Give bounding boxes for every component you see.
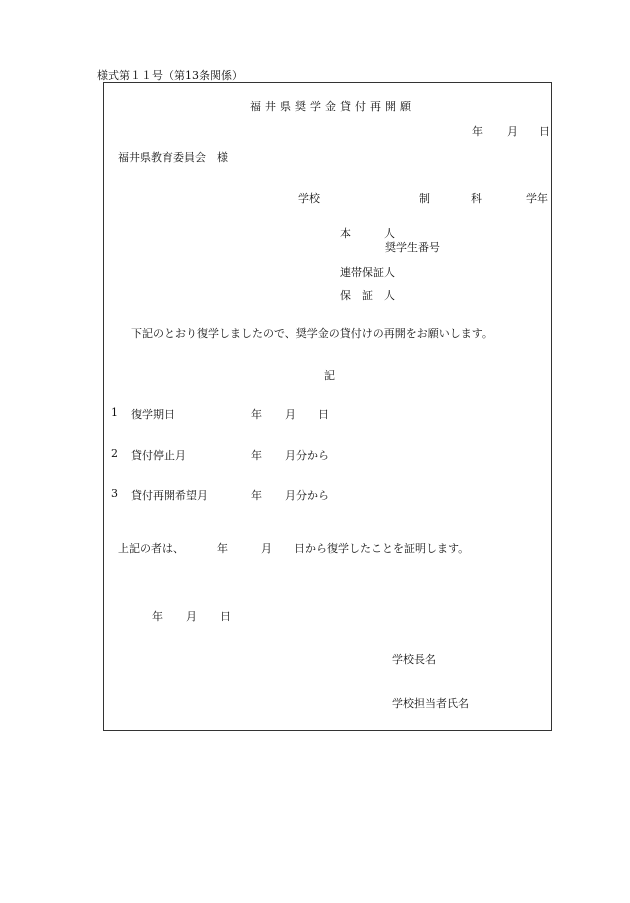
item-1-label: 復学期日 <box>131 408 175 421</box>
certification-month: 月 <box>261 542 272 555</box>
application-date-day: 日 <box>539 125 550 138</box>
application-date-month: 月 <box>507 125 518 138</box>
item-2-year: 年 <box>251 449 262 462</box>
guarantor-label: 保 証 人 <box>340 289 395 302</box>
system-label: 制 <box>419 192 430 205</box>
item-1-number: 1 <box>111 406 118 419</box>
joint-guarantor-label: 連帯保証人 <box>340 266 395 279</box>
grade-label: 学年 <box>526 192 548 205</box>
item-3-label: 貸付再開希望月 <box>131 489 208 502</box>
item-1-day: 日 <box>318 408 329 421</box>
cert-date-month: 月 <box>186 610 197 623</box>
cert-date-day: 日 <box>220 610 231 623</box>
item-3-number: 3 <box>111 487 118 500</box>
item-2-number: 2 <box>111 447 118 460</box>
request-text: 下記のとおり復学しましたので、奨学金の貸付けの再開をお願いします。 <box>131 327 493 340</box>
school-label: 学校 <box>298 192 320 205</box>
cert-date-year: 年 <box>152 610 163 623</box>
ki-heading: 記 <box>324 369 335 382</box>
item-3-year: 年 <box>251 489 262 502</box>
form-title: 福井県奨学金貸付再開願 <box>250 100 415 113</box>
application-date-year: 年 <box>472 125 483 138</box>
certification-suffix: 日から復学したことを証明します。 <box>294 542 470 555</box>
item-3-month: 月分から <box>285 489 329 502</box>
student-number-label: 奨学生番号 <box>385 241 440 254</box>
course-label: 科 <box>471 192 482 205</box>
certification-prefix: 上記の者は、 <box>118 542 184 555</box>
applicant-label: 本 人 <box>340 227 395 240</box>
certification-year: 年 <box>217 542 228 555</box>
form-label: 様式第１１号（第13条関係） <box>97 69 243 82</box>
item-2-label: 貸付停止月 <box>131 449 186 462</box>
staff-name-label: 学校担当者氏名 <box>392 697 469 710</box>
addressee: 福井県教育委員会 様 <box>118 151 228 164</box>
form-frame <box>103 82 552 731</box>
item-2-month: 月分から <box>285 449 329 462</box>
item-1-year: 年 <box>251 408 262 421</box>
principal-name-label: 学校長名 <box>392 653 436 666</box>
item-1-month: 月 <box>285 408 296 421</box>
